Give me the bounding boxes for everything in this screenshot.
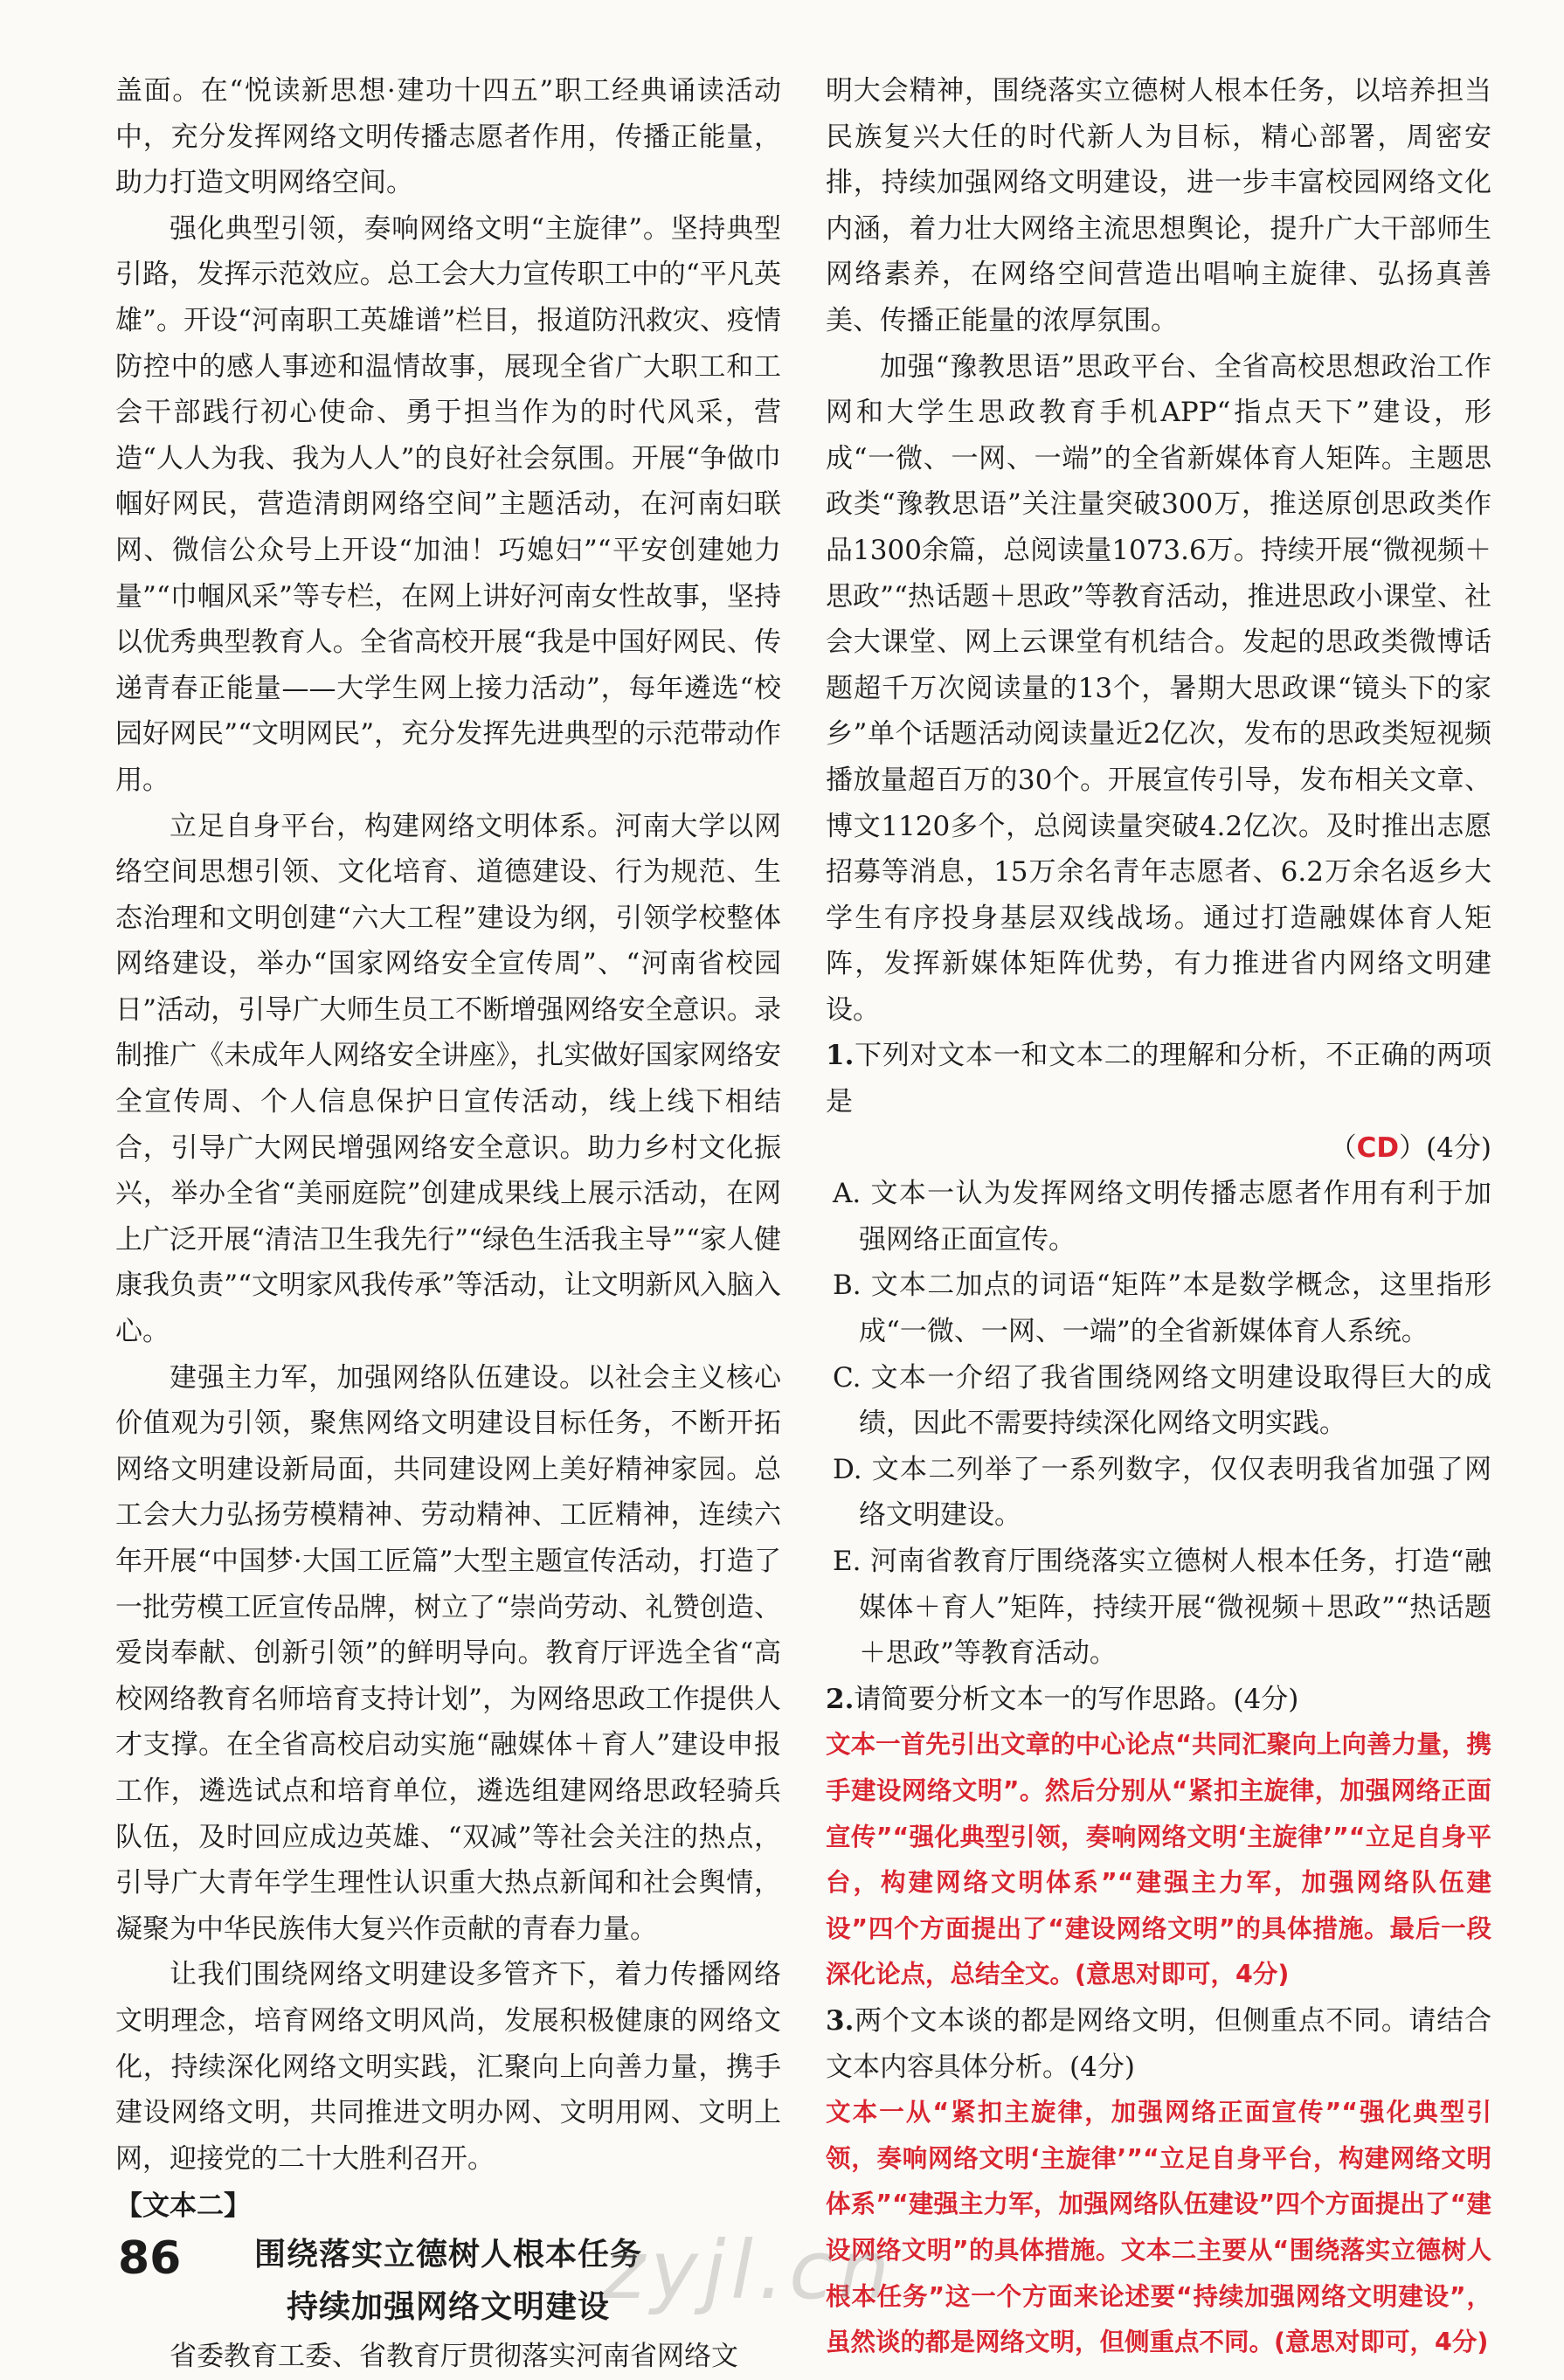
text1-paragraph-1: 盖面。在“悦读新思想·建功十四五”职工经典诵读活动中，充分发挥网络文明传播志愿者作用，传播正能量，助力打造文明网络空间。 [115, 75, 781, 199]
text1-paragraph-4: 建强主力军，加强网络队伍建设。以社会主义核心价值观为引领，聚焦网络文明建设目标任务，不断开拓网络文明建设新局面，共同建设网上美好精神家园。总工会大力弘扬劳模精神、劳动精神、工匠精神，连续六年开展“中国梦·大国工匠篇”大型主题宣传活动，打造了一批劳模工匠宣传品牌，树立了“崇尚劳动、礼赞创造、爱岗奉献、创新引领”的鲜明导向。教育厅评选全省“高校网络教育名师培育支持计划”，为网络思政工作提供人才支撑。在全省高校启动实施“融媒体＋育人”建设申报工作，遴选试点和培育单位，遴选组建网络思政轻骑兵队伍，及时回应成边英雄、“双减”等社会关注的热点，引导广大青年学生理性认识重大热点新闻和社会舆情，凝聚为中华民族伟大复兴作贡献的青春力量。 [115, 1361, 781, 1945]
question-1-option-b: B. 文本二加点的词语“矩阵”本是数学概念，这里指形成“一微、一网、一端”的全省新媒体育人系统。 [833, 1270, 1491, 1348]
question-1-answer: CD [1356, 1131, 1400, 1164]
question-1-paren-close: ） [1399, 1131, 1427, 1164]
question-2-answer: 文本一首先引出文章的中心论点“共同汇聚向上向善力量，携手建设网络文明”。然后分别从“紧扣主旋律，加强网络正面宣传”“强化典型引领，奏响网络文明‘主旋律’”“立足自身平台，构建网络文明体系”“建强主力军，加强网络队伍建设”四个方面提出了“建设网络文明”的具体措施。最后一段深化论点，总结全文。(意思对即可，4分) [826, 1730, 1491, 1989]
question-2-stem: 请简要分析文本一的写作思路。(4分) [854, 1683, 1299, 1715]
text2-title-line-1: 围绕落实立德树人根本任务 [253, 2237, 642, 2273]
question-1-stem: 下列对文本一和文本二的理解和分析，不正确的两项是 [826, 1040, 1491, 1118]
text2-paragraph-2: 加强“豫教思语”思政平台、全省高校思想政治工作网和大学生思政教育手机APP“指点天下”建设，形成“一微、一网、一端”的全省新媒体育人矩阵。主题思政类“豫教思语”关注量突破300万，推送原创思政类作品1300余篇，总阅读量1073.6万。持续开展“微视频＋思政”“热话题＋思政”等教育活动，推进思政小课堂、社会大课堂、网上云课堂有机结合。发起的思政类微博话题超千万次阅读量的13个，暑期大思政课“镜头下的家乡”单个话题活动阅读量近2亿次，发布的思政类短视频播放量超百万的30个。开展宣传引导，发布相关文章、博文1120多个，总阅读量突破4.2亿次。及时推出志愿招募等消息，15万余名青年志愿者、6.2万余名返乡大学生有序投身基层双线战场。通过打造融媒体育人矩阵，发挥新媒体矩阵优势，有力推进省内网络文明建设。 [826, 350, 1491, 1026]
right-column [826, 68, 1491, 2366]
question-3-answer: 文本一从“紧扣主旋律，加强网络正面宣传”“强化典型引领，奏响网络文明‘主旋律’”“立足自身平台，构建网络文明体系”“建强主力军，加强网络队伍建设”四个方面提出了“建设网络文明”的具体措施。文本二主要从“围绕落实立德树人根本任务”这一个方面来论述要“持续加强网络文明建设”，虽然谈的都是网络文明，但侧重点不同。(意思对即可，4分) [826, 2098, 1491, 2357]
text2-title-line-2: 持续加强网络文明建设 [286, 2289, 610, 2326]
question-1-answer-row [826, 1125, 1491, 1172]
question-3-number: 3. [826, 2004, 855, 2037]
question-1-score: (4分) [1426, 1131, 1491, 1164]
text2-paragraph-start: 省委教育工委、省教育厅贯彻落实河南省网络文 [170, 2341, 738, 2373]
left-column [115, 68, 781, 2380]
question-1-option-a: A. 文本一认为发挥网络文明传播志愿者作用有利于加强网络正面宣传。 [833, 1178, 1491, 1256]
question-1-option-e: E. 河南省教育厅围绕落实立德树人根本任务，打造“融媒体＋育人”矩阵，持续开展“微视频＋思政”“热话题＋思政”等教育活动。 [833, 1546, 1491, 1670]
text1-paragraph-3: 立足自身平台，构建网络文明体系。河南大学以网络空间思想引领、文化培育、道德建设、行为规范、生态治理和文明创建“六大工程”建设为纲，引领学校整体网络建设，举办“国家网络安全宣传周”、“河南省校园日”活动，引导广大师生员工不断增强网络安全意识。录制推广《未成年人网络安全讲座》，扎实做好国家网络安全宣传周、个人信息保护日宣传活动，线上线下相结合，引导广大网民增强网络安全意识。助力乡村文化振兴，举办全省“美丽庭院”创建成果线上展示活动，在网上广泛开展“清洁卫生我先行”“绿色生活我主导”“家人健康我负责”“文明家风我传承”等活动，让文明新风入脑入心。 [115, 810, 781, 1348]
question-3 [826, 1998, 1491, 2090]
question-1-option-c: C. 文本一介绍了我省围绕网络文明建设取得巨大的成绩，因此不需要持续深化网络文明实践。 [833, 1361, 1491, 1440]
text2-paragraph-1: 明大会精神，围绕落实立德树人根本任务，以培养担当民族复兴大任的时代新人为目标，精心部署，周密安排，持续加强网络文明建设，进一步丰富校园网络文化内涵，着力壮大网络主流思想舆论，提升广大干部师生网络素养，在网络空间营造出唱响主旋律、弘扬真善美、传播正能量的浓厚氛围。 [826, 75, 1491, 336]
text1-paragraph-5: 让我们围绕网络文明建设多管齐下，着力传播网络文明理念，培育网络文明风尚，发展积极健康的网络文化，持续深化网络文明实践，汇聚向上向善力量，携手建设网络文明，共同推进文明办网、文明用网、文明上网，迎接党的二十大胜利召开。 [115, 1959, 781, 2175]
question-2-number: 2. [826, 1683, 855, 1715]
text2-section-tag: 【文本二】 [115, 2190, 251, 2223]
text1-paragraph-2: 强化典型引领，奏响网络文明“主旋律”。坚持典型引路，发挥示范效应。总工会大力宣传职工中的“平凡英雄”。开设“河南职工英雄谱”栏目，报道防汛救灾、疫情防控中的感人事迹和温情故事，展现全省广大职工和工会干部践行初心使命、勇于担当作为的时代风采，营造“人人为我、我为人人”的良好社会氛围。开展“争做巾帼好网民，营造清朗网络空间”主题活动，在河南妇联网、微信公众号上开设“加油！巧媳妇”“平安创建她力量”“巾帼风采”等专栏，在网上讲好河南女性故事，坚持以优秀典型教育人。全省高校开展“我是中国好网民、传递青春正能量——大学生网上接力活动”，每年遴选“校园好网民”“文明网民”，充分发挥先进典型的示范带动作用。 [115, 212, 781, 796]
question-3-stem: 两个文本谈的都是网络文明，但侧重点不同。请结合文本内容具体分析。(4分) [826, 2004, 1491, 2083]
question-1-paren-open: （ [1329, 1131, 1357, 1164]
question-1-number: 1. [826, 1040, 855, 1072]
page-number: 86 [118, 2232, 182, 2285]
question-1-option-d: D. 文本二列举了一系列数字，仅仅表明我省加强了网络文明建设。 [833, 1453, 1491, 1532]
question-1 [826, 1033, 1491, 1124]
question-2 [826, 1677, 1491, 1723]
watermark: zyjl.cn [603, 2224, 895, 2317]
